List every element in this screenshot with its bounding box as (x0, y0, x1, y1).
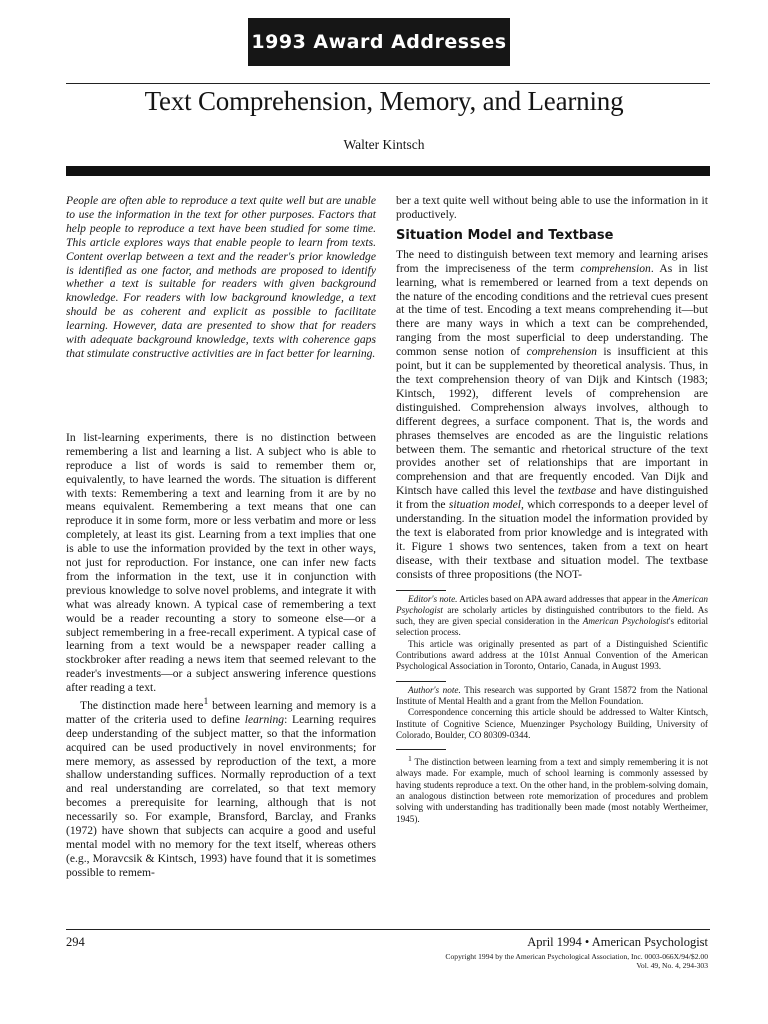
article-title: Text Comprehension, Memory, and Learning (144, 86, 624, 116)
notes-block (396, 590, 708, 825)
footnote-1: $^1$ The distinction between learning from a text and simply remembering it is not always made. For example, much of school learning is commonly assessed by having students reproduce a text. On the other hand, in the problem-solving domain, an analogous distinction between rote memorization of procedures and problem solving with understanding has traditionally been made (most notably Wertheimer, 1945). (396, 754, 708, 824)
page-number: 294 (66, 935, 85, 949)
body-paragraph-3: The need to distinguish between text memory and learning arises from the impreciseness of the term comprehension. As in list learning, what is remembered or learned from a text depends on the nature of the encoding conditions and the retrieval cues present at the time of test. Encoding a text means comprehending it—but there are many ways in which a text can be comprehended, ranging from the most superficial to deep understanding. The common sense notion of comprehension is insufficient at this point, but it can be supplemented by theoretical analysis. Thus, in the text comprehension theory of van Dijk and Kintsch (1983; Kintsch, 1992), different levels of comprehension are distinguished. Comprehension always involves, although to different degrees, a surface component. That is, the words and phrases themselves are encoded as are the linguistic relations between them. The semantic and rhetorical structure of the text provides another set of relationships that are important in comprehension and that are frequently encoded. Van Dijk and Kintsch have called this level the textbase and have distinguished it from the situation model, which corresponds to a deeper level of understanding. In the situation model the information provided by the text is elaborated from prior knowledge and is integrated with it. Figure 1 shows two sentences, taken from a text on heart disease, with their textbase and situation model. The textbase consists of three propositions (the NOT- (396, 247, 709, 581)
award-banner: 1993 Award Addresses (248, 18, 510, 66)
section-heading: Situation Model and Textbase (396, 227, 614, 243)
footnote-ref: 1 (203, 696, 209, 708)
bottom-rule (66, 929, 710, 930)
journal-info: April 1994 • American Psychologist (527, 935, 708, 949)
body-paragraph-continued: ber a text quite well without being able to use the information in it productively. (396, 194, 708, 221)
notes-rule-2 (396, 681, 446, 682)
abstract: People are often able to reproduce a text quite well but are unable to use the information in the text for other purposes. Factors that help people to reproduce a text have been studied for some time. This article explores ways that enable people to learn from texts. Content overlap between a text and the reader's prior knowledge is identified as one factor, and methods are proposed to identify whether a text is suitable for readers with given background knowledge. For readers with low background knowledge, a text should be as coherent and explicit as possible to facilitate learning. However, data are presented to show that for readers with adequate background knowledge, texts with coherence gaps that stimulate constructive activities are in fact better for learning. (66, 194, 376, 360)
body-paragraph-2: The distinction made here$^1$ between learning and memory is a matter of the criteria used to define learning: Learning requires deep understanding of the subject matter, so that the information acquired can be used productively in novel environments; for mere memory, as assessed by reproduction of the text, a more shallow understanding suffices. Normally reproduction of a text and real understanding are correlated, so that text memory becomes a prerequisite for learning, although that is not necessarily so. For example, Bransford, Barclay, and Franks (1972) have shown that subjects can acquire a good and useful mental model with no memory for the text itself, whereas others (e.g., Moravcsik & Kintsch, 1993) have found that it is sometimes possible to remem- (66, 696, 376, 879)
top-rule (66, 83, 710, 84)
copyright-info: Copyright 1994 by the American Psychological Association, Inc. 0003-066X/94/$2.00 Vol. 49, No. 4, 294-303 (445, 952, 708, 970)
body-paragraph-1: In list-learning experiments, there is no distinction between remembering a list and learning a list. A subject who is able to reproduce a list of words is said to remember them or, equivalently, to have learned the words. The situation is different with texts: Remembering a text and learning from it are by no means equivalent. Remembering a text means that one can reproduce it in some form, more or less verbatim and more or less completely, at least its gist. Learning from a text implies that one is able to use the information provided by the text in other ways, not just for reproduction. For instance, one can infer new facts from the information in the text, use it in conjunction with previous knowledge to solve novel problems, and integrate it with what was already known. A typical case of remembering a text would be a reader recounting a story to someone else—or a subject remembering in a free-recall experiment. A typical case of learning from a text would be a newspaper reader calling a stockbroker after reading a news item that seemed relevant to the reader's investments—or a subject answering inference questions after reading a text. (66, 430, 376, 695)
editor-note: Editor's note. Articles based on APA award addresses that appear in the American Psychologist are scholarly articles by distinguished contributors to the field. As such, they are given special consideration in the American Psychologist's editorial selection process. (396, 593, 709, 638)
notes-rule (396, 590, 446, 591)
left-column (66, 194, 376, 880)
editor-note-2: This article was originally presented as part of a Distinguished Scientific Contributions award address at the 101st Annual Convention of the American Psychological Association in Toronto, Ontario, Canada, in August 1993. (396, 638, 708, 672)
notes-rule-3 (396, 749, 446, 750)
thick-rule (66, 166, 710, 176)
article-author: Walter Kintsch (343, 137, 425, 152)
author-note: Author's note. This research was supported by Grant 15872 from the National Institute of Mental Health and a grant from the Mellon Foundation. (396, 684, 708, 706)
right-column (396, 194, 708, 825)
author-note-2: Correspondence concerning this article should be addressed to Walter Kintsch, Institute of Cognitive Science, Muenzinger Psychology Building, University of Colorado, Boulder, CO 80309-0344. (396, 707, 708, 740)
